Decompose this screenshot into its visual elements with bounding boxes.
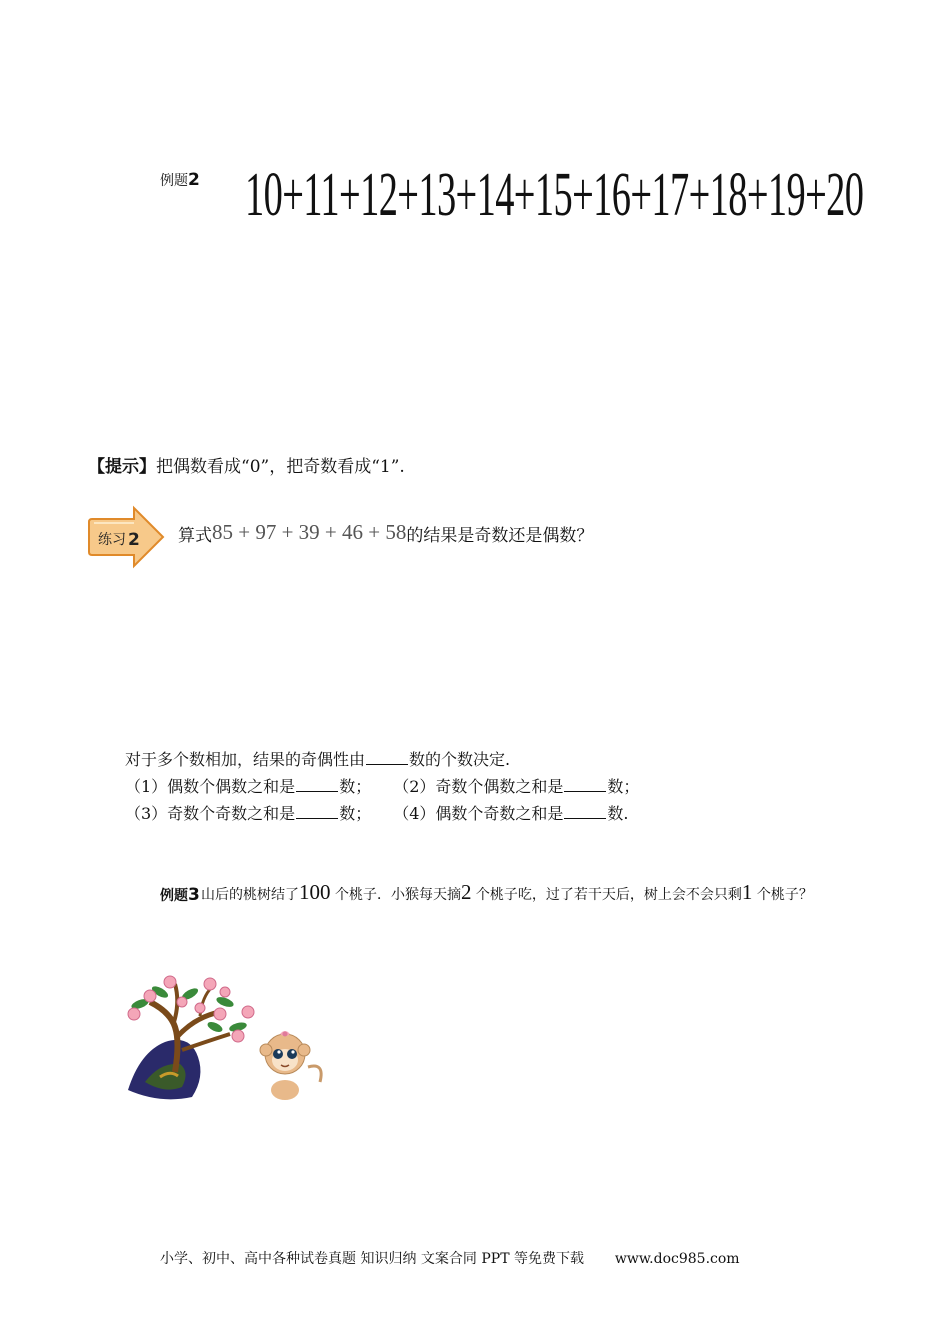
practice-2-question bbox=[178, 520, 593, 546]
rule-item-1-a: （1）偶数个偶数之和是 bbox=[125, 777, 296, 796]
rules-line-1 bbox=[125, 746, 639, 773]
answer-blank bbox=[564, 804, 606, 819]
practice-badge-label: 练习 bbox=[98, 532, 126, 548]
rules-line-1-b: 数的个数决定. bbox=[409, 750, 511, 769]
example-2-label-text: 例题 bbox=[160, 173, 188, 189]
rule-item-2-b: 数； bbox=[607, 777, 640, 796]
example-3-text-1: 山后的桃树结了 bbox=[201, 887, 299, 903]
practice-2-prefix: 算式 bbox=[178, 526, 212, 546]
rule-item-3-a: （3）奇数个奇数之和是 bbox=[125, 804, 296, 823]
example-3-label bbox=[160, 885, 200, 905]
rules-line-1-a: 对于多个数相加，结果的奇偶性由 bbox=[125, 750, 366, 769]
practice-2-badge bbox=[88, 505, 166, 569]
answer-blank bbox=[296, 804, 338, 819]
example-3-text-3: 个桃子吃，过了若干天后，树上会不会只剩 bbox=[475, 887, 742, 903]
answer-blank bbox=[564, 777, 606, 792]
rules-line-3 bbox=[125, 800, 639, 827]
example-3-text-4: 个桃子？ bbox=[756, 887, 813, 903]
example-3-label-text: 例题 bbox=[160, 888, 188, 904]
answer-blank bbox=[296, 777, 338, 792]
rule-item-4-a: （4）偶数个奇数之和是 bbox=[393, 804, 564, 823]
example-3-text-2: 个桃子．小猴每天摘 bbox=[334, 887, 461, 903]
example-3-num-1: 100 bbox=[299, 880, 331, 904]
hint-line bbox=[88, 452, 405, 477]
monkey-icon bbox=[260, 1031, 321, 1100]
peach-tree-monkey-illustration bbox=[120, 972, 340, 1107]
answer-blank bbox=[366, 750, 408, 765]
footer bbox=[160, 1248, 740, 1268]
example-2-label bbox=[160, 170, 200, 190]
rule-item-4-b: 数. bbox=[607, 804, 629, 823]
hint-tag: 【提示】 bbox=[88, 457, 156, 477]
practice-2-expression: 85 + 97 + 39 + 46 + 58 bbox=[212, 520, 407, 544]
example-3-question bbox=[201, 880, 813, 905]
example-3-num-2: 2 bbox=[460, 880, 472, 904]
hint-text: 把偶数看成“0”，把奇数看成“1”. bbox=[156, 457, 405, 477]
example-3-number: 3 bbox=[188, 885, 200, 905]
practice-2-suffix: 的结果是奇数还是偶数？ bbox=[406, 526, 594, 546]
parity-rules bbox=[125, 746, 639, 827]
rule-item-2-a: （2）奇数个偶数之和是 bbox=[393, 777, 564, 796]
footer-text: 小学、初中、高中各种试卷真题 知识归纳 文案合同 PPT 等免费下载 bbox=[160, 1251, 584, 1267]
example-3-num-3: 1 bbox=[741, 880, 753, 904]
example-2-formula: 10+11+12+13+14+15+16+17+18+19+20 bbox=[245, 161, 864, 229]
rule-item-3-b: 数； bbox=[339, 804, 372, 823]
practice-badge-number: 2 bbox=[128, 530, 140, 550]
footer-url: www.doc985.com bbox=[614, 1251, 740, 1267]
rules-line-2 bbox=[125, 773, 639, 800]
example-2-number: 2 bbox=[188, 170, 200, 190]
rule-item-1-b: 数； bbox=[339, 777, 372, 796]
